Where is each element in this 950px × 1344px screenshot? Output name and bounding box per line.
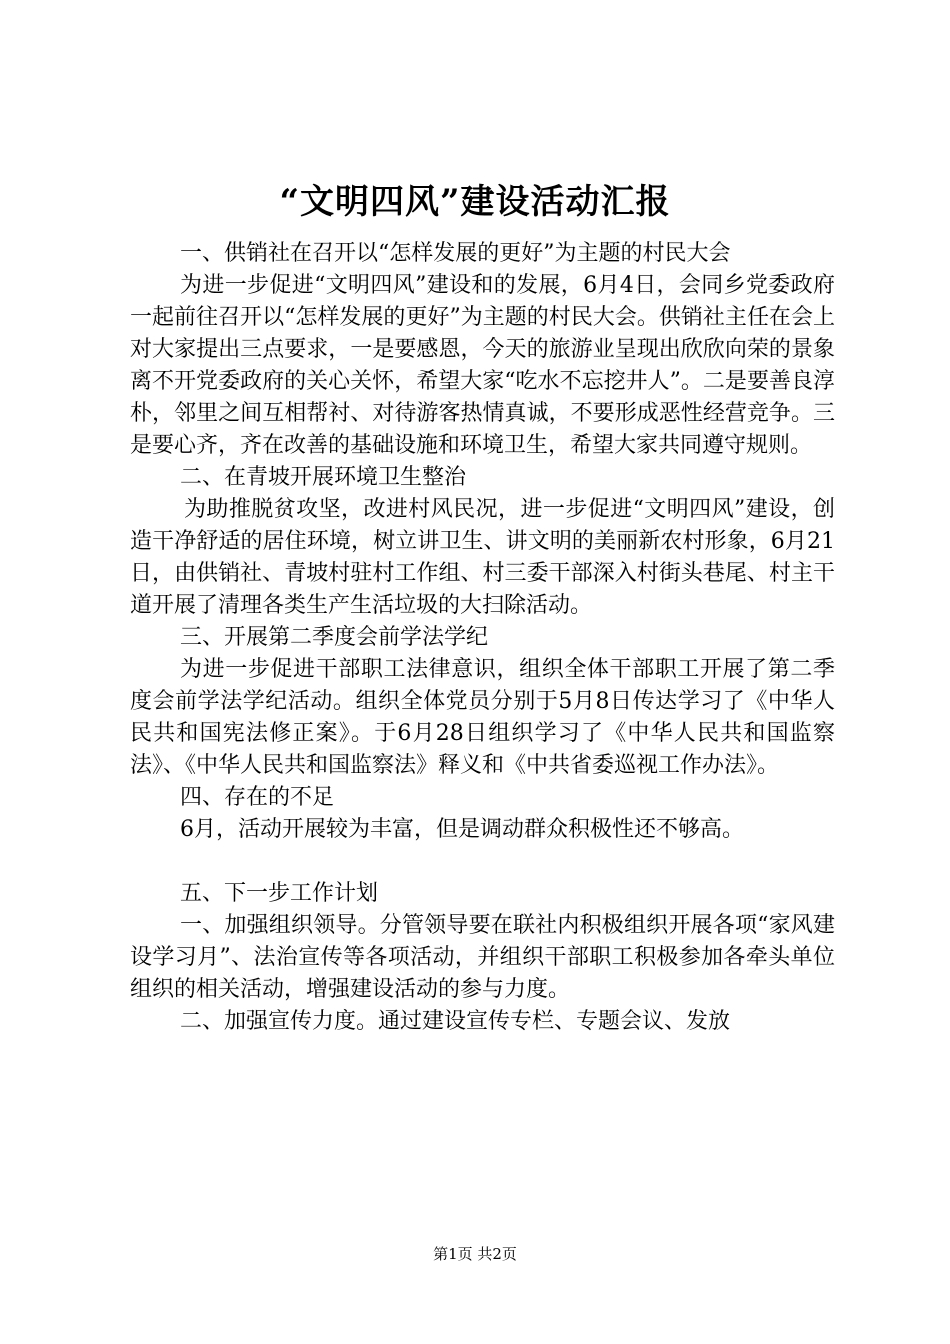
document-title: “文明四风”建设活动汇报: [279, 182, 671, 222]
paragraph-3: 为进一步促进干部职工法律意识，组织全体干部职工开展了第二季度会前学法学纪活动。组织全体党员分别于5月8日传达学习了《中华人民共和国宪法修正案》。于6月28日组织学习了《中华人民共和国监察法》、《中华人民共和国监察法》释义和《中共省委巡视工作办法》。: [130, 657, 835, 778]
section-heading-5: 五、下一步工作计划: [180, 881, 379, 906]
section-heading-3: 三、开展第二季度会前学法学纪: [180, 625, 489, 650]
paragraph-5: 一、加强组织领导。分管领导要在联社内积极组织开展各项“家风建设学习月”、法治宣传等各项活动，并组织干部职工积极参加各牵头单位组织的相关活动，增强建设活动的参与力度。: [130, 913, 835, 1002]
section-heading-4: 四、存在的不足: [180, 785, 335, 810]
paragraph-1: 为进一步促进“文明四风”建设和的发展，6月4日，会同乡党委政府一起前往召开以“怎样发展的更好”为主题的村民大会。供销社主任在会上对大家提出三点要求，一是要感恩，今天的旅游业呈现出欣欣向荣的景象离不开党委政府的关心关怀，希望大家“吃水不忘挖井人”。二是要善良淳朴，邻里之间互相帮衬、对待游客热情真诚，不要形成恶性经营竞争。三是要心齐，齐在改善的基础设施和环境卫生，希望大家共同遵守规则。: [130, 273, 835, 458]
paragraph-4: 6月，活动开展较为丰富，但是调动群众积极性还不够高。: [180, 817, 744, 842]
document-body: [130, 238, 835, 1038]
paragraph-2: 为助推脱贫攻坚，改进村风民况，进一步促进“文明四风”建设，创造干净舒适的居住环境，树立讲卫生、讲文明的美丽新农村形象，6月21日，由供销社、青坡村驻村工作组、村三委干部深入村街头巷尾、村主干道开展了清理各类生产生活垃圾的大扫除活动。: [130, 497, 835, 618]
paragraph-6: 二、加强宣传力度。通过建设宣传专栏、专题会议、发放: [180, 1009, 731, 1034]
section-heading-1: 一、供销社在召开以“怎样发展的更好”为主题的村民大会: [180, 241, 731, 266]
paragraph-gap: [130, 846, 835, 878]
page-number-footer: 第1页 共2页: [433, 1245, 517, 1263]
section-heading-2: 二、在青坡开展环境卫生整治: [180, 465, 467, 490]
